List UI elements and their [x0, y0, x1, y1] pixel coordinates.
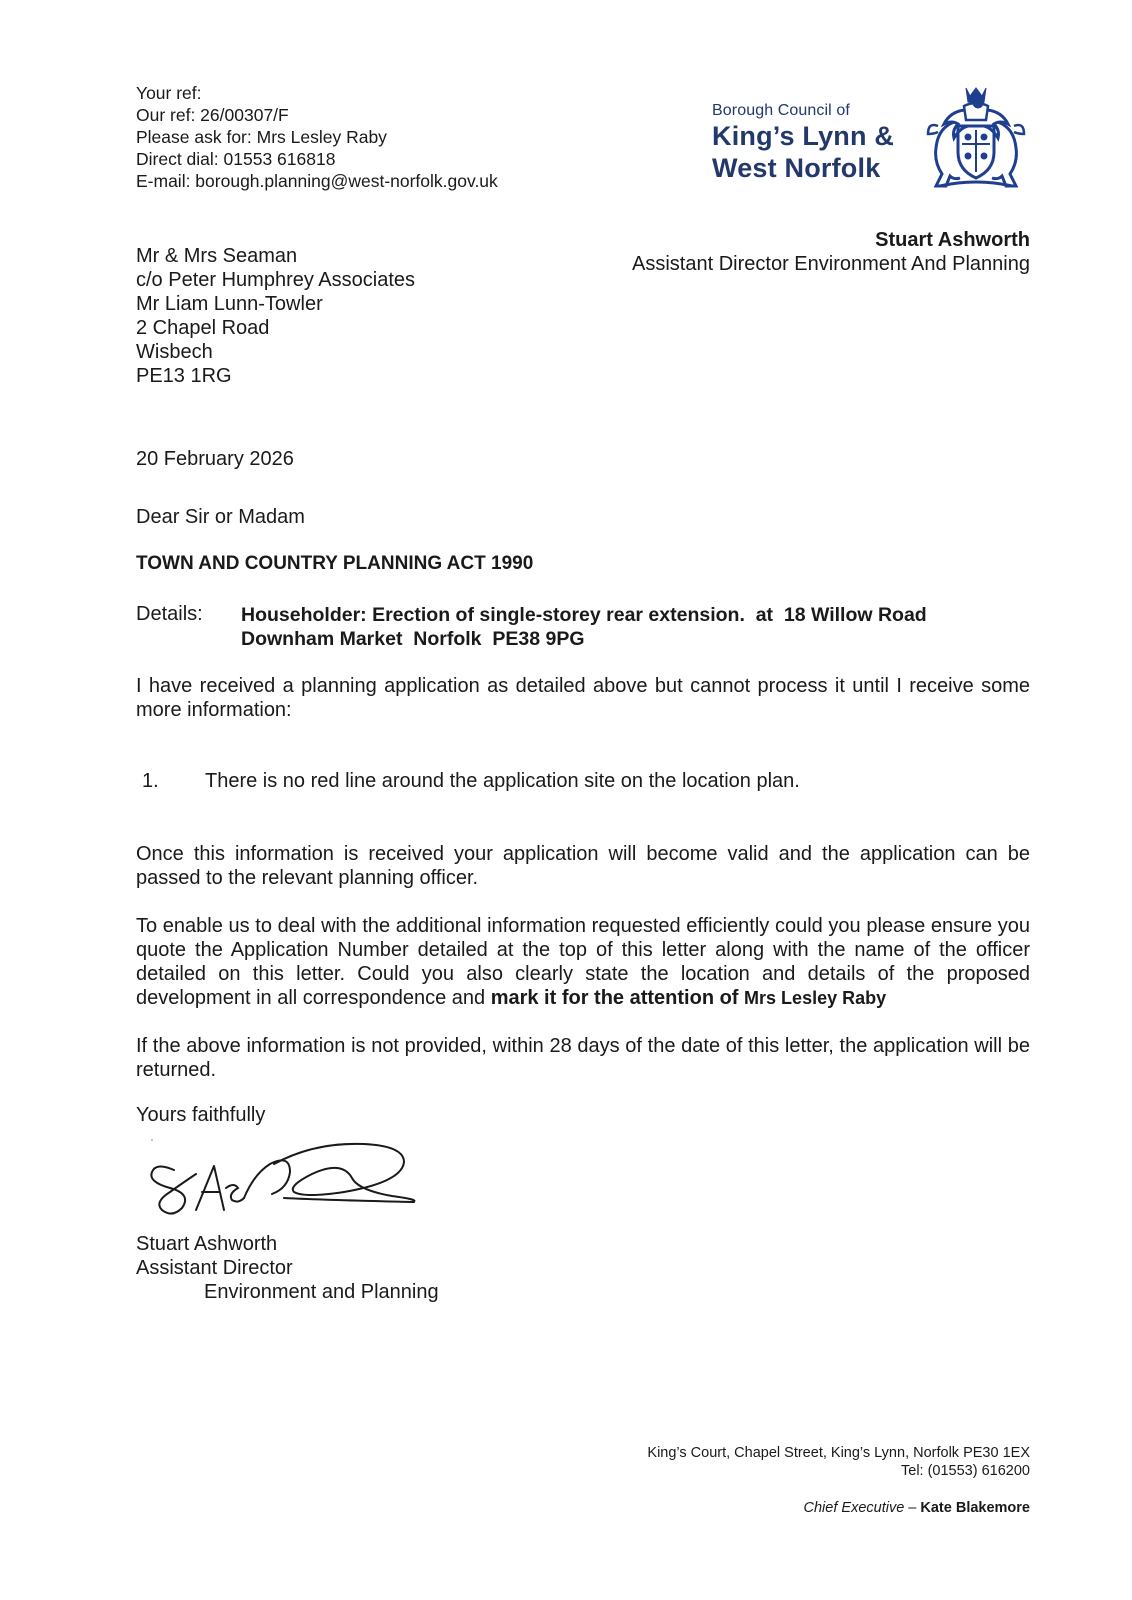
your-ref: Your ref: [136, 83, 202, 103]
returned-paragraph: If the above information is not provided, within 28 days of the date of this letter, the application will be returned. [136, 1035, 1030, 1081]
footer-address-block [647, 1444, 1030, 1480]
act-heading: TOWN AND COUNTRY PLANNING ACT 1990 [136, 553, 534, 574]
reference-block [136, 82, 498, 192]
recipient-line: PE13 1RG [136, 365, 232, 387]
recipient-line: Mr & Mrs Seaman [136, 245, 298, 267]
attention-text: mark it for the attention of [490, 987, 739, 1009]
ask-for: Please ask for: Mrs Lesley Raby [136, 127, 387, 147]
details-line-2: Downham Market Norfolk PE38 9PG [241, 628, 585, 650]
logo-line-1: Borough Council of [712, 102, 850, 119]
signoff-block [136, 1232, 439, 1304]
sender-title: Assistant Director Environment And Planning [632, 253, 1030, 275]
email: E-mail: borough.planning@west-norfolk.gov.uk [136, 171, 498, 191]
sender-name: Stuart Ashworth [875, 229, 1030, 251]
signature-icon [144, 1138, 434, 1218]
footer-chief-executive [804, 1500, 1030, 1516]
list-item-text: There is no red line around the application site on the location plan. [205, 770, 800, 792]
attention-officer: Mrs Lesley Raby [744, 988, 887, 1008]
salutation: Dear Sir or Madam [136, 506, 305, 528]
enable-paragraph-text: To enable us to deal with the additional information requested efficiently could you please ensure you quote the Application Number detailed at the top of this letter along with the name of the officer detailed on this letter. Could you also clearly state the location and details of the proposed development in all correspondence and [136, 915, 1030, 1009]
details-text [241, 603, 1001, 651]
logo-line-3: West Norfolk [712, 153, 881, 183]
chief-executive-name: Kate Blakemore [920, 1500, 1030, 1516]
signoff-name: Stuart Ashworth [136, 1233, 278, 1255]
list-item-number: 1. [142, 770, 159, 792]
details-line-1: Householder: Erection of single-storey rear extension. at 18 Willow Road [241, 604, 927, 626]
recipient-line: 2 Chapel Road [136, 317, 270, 339]
recipient-line: c/o Peter Humphrey Associates [136, 269, 416, 291]
coat-of-arms-icon [920, 82, 1032, 192]
sender-block [632, 228, 1030, 276]
direct-dial: Direct dial: 01553 616818 [136, 149, 336, 169]
council-logo [712, 82, 1032, 192]
recipient-address [136, 244, 415, 388]
closing: Yours faithfully [136, 1104, 266, 1126]
signoff-role-1: Assistant Director [136, 1257, 293, 1279]
footer-address: King’s Court, Chapel Street, King’s Lynn, Norfolk PE30 1EX [647, 1445, 1030, 1461]
valid-paragraph: Once this information is received your application will become valid and the application can be passed to the relevant planning officer. [136, 843, 1030, 889]
intro-paragraph: I have received a planning application as detailed above but cannot process it until I receive some more information: [136, 675, 1030, 721]
recipient-line: Wisbech [136, 341, 213, 363]
logo-line-2: King’s Lynn & [712, 121, 895, 151]
chief-executive-role: Chief Executive – [803, 1500, 917, 1516]
council-logo-text [712, 102, 894, 184]
signoff-role-2: Environment and Planning [204, 1281, 439, 1303]
recipient-line: Mr Liam Lunn-Towler [136, 293, 323, 315]
details-label: Details: [136, 603, 203, 625]
footer-tel: Tel: (01553) 616200 [901, 1463, 1030, 1479]
letter-date: 20 February 2026 [136, 448, 294, 470]
enable-paragraph [136, 914, 1030, 1010]
our-ref: Our ref: 26/00307/F [136, 105, 289, 125]
